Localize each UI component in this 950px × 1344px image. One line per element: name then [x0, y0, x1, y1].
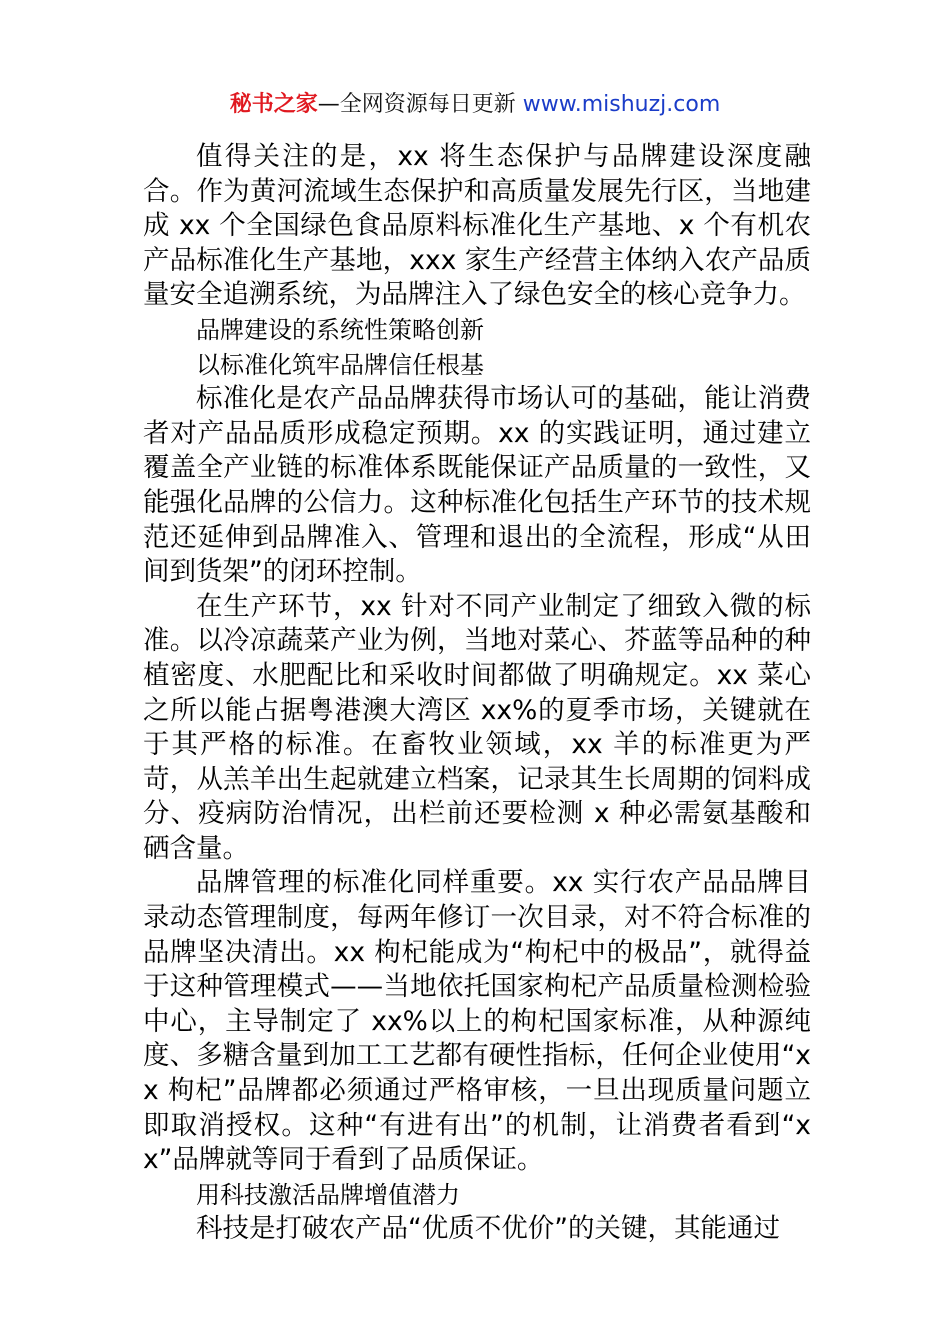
subsection-heading: 以标准化筑牢品牌信任根基: [196, 350, 484, 379]
paragraph: 在生产环节，xx 针对不同产业制定了细致入微的标准。以冷凉蔬菜产业为例，当地对菜心、芥蓝等品种的种植密度、水肥配比和采收时间都做了明确规定。xx 菜心之所以能占据粤港澳大湾区 xx%的夏季市场，关键就在于其严格的标准。在畜牧业领域，xx 羊的标准更为严苛，从羔羊出生起就建立档案，记录其生长周期的饲料成分、疫病防治情况，出栏前还要检测 x 种必需氨基酸和硒含量。: [143, 590, 811, 864]
paragraph: 值得关注的是，xx 将生态保护与品牌建设深度融合。作为黄河流域生态保护和高质量发展先行区，当地建成 xx 个全国绿色食品原料标准化生产基地、x 个有机农产品标准化生产基地，xxx 家生产经营主体纳入农产品质量安全追溯系统，为品牌注入了绿色安全的核心竞争力。: [143, 141, 811, 311]
paragraph: 品牌管理的标准化同样重要。xx 实行农产品品牌目录动态管理制度，每两年修订一次目录，对不符合标准的品牌坚决清出。xx 枸杞能成为“枸杞中的极品”，就得益于这种管理模式——当地依托国家枸杞产品质量检测检验中心，主导制定了 xx%以上的枸杞国家标准，从种源纯度、多糖含量到加工工艺都有硬性指标，任何企业使用“xx 枸杞”品牌都必须通过严格审核，一旦出现质量问题立即取消授权。这种“有进有出”的机制，让消费者看到“xx”品牌就等同于看到了品质保证。: [143, 867, 811, 1176]
subsection-heading: 用科技激活品牌增值潜力: [196, 1180, 460, 1209]
paragraph: 科技是打破农产品“优质不优价”的关键，其能通过: [196, 1213, 780, 1245]
header-slogan: —全网资源每日更新: [317, 92, 523, 117]
document-body: [143, 140, 811, 1247]
section-heading: 品牌建设的系统性策略创新: [196, 315, 484, 344]
paragraph: 标准化是农产品品牌获得市场认可的基础，能让消费者对产品品质形成稳定预期。xx 的实践证明，通过建立覆盖全产业链的标准体系既能保证产品质量的一致性，又能强化品牌的公信力。这种标准化包括生产环节的技术规范还延伸到品牌准入、管理和退出的全流程，形成“从田间到货架”的闭环控制。: [143, 383, 811, 588]
header-url-link[interactable]: www.mishuzj.com: [522, 92, 721, 117]
header-brand: 秘书之家: [229, 92, 318, 117]
page-header: [0, 88, 950, 122]
